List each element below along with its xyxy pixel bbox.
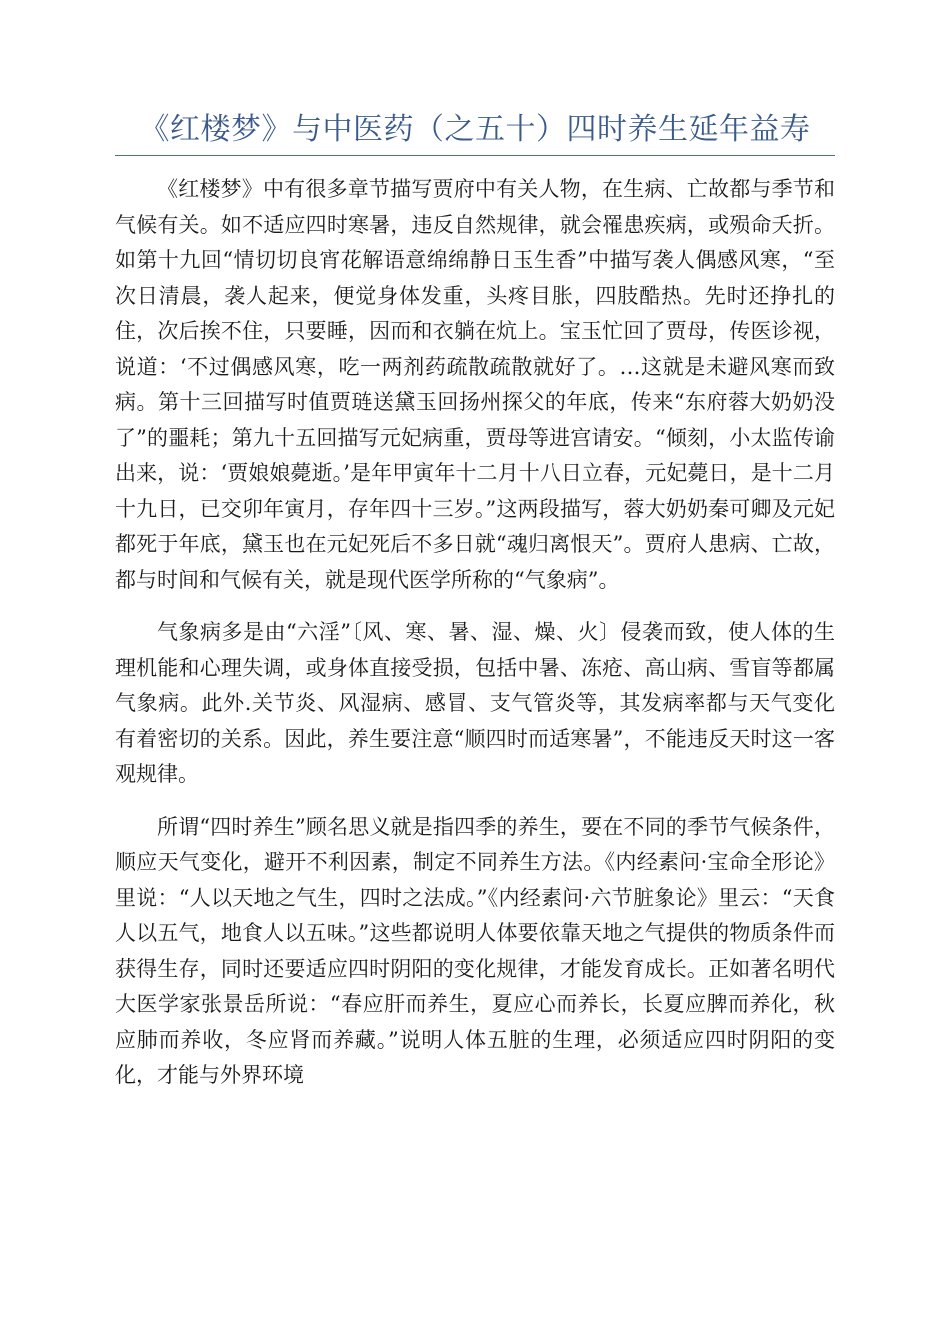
page-title: 《红楼梦》与中医药（之五十）四时养生延年益寿: [139, 112, 811, 147]
title-underline: [115, 155, 835, 156]
paragraph-3: 所谓“四时养生”顾名思义就是指四季的养生，要在不同的季节气候条件，顺应天气变化，避开不利因素，制定不同养生方法。《内经素问·宝命全形论》里说：“人以天地之气生，四时之法成。”《内经素问·六节脏象论》里云：“天食人以五气，地食人以五味。”这些都说明人体要依靠天地之气提供的物质条件而获得生存，同时还要适应四时阴阳的变化规律，才能发育成长。正如著名明代大医学家张景岳所说：“春应肝而养生，夏应心而养长，长夏应脾而养化，秋应肺而养收，冬应肾而养藏。”说明人体五脏的生理，必须适应四时阴阳的变化，才能与外界环境: [115, 814, 835, 1087]
paragraph-1: 《红楼梦》中有很多章节描写贾府中有关人物，在生病、亡故都与季节和气候有关。如不适应四时寒暑，违反自然规律，就会罹患疾病，或殒命夭折。如第十九回“情切切良宵花解语意绵绵静日玉生香”中描写袭人偶感风寒，“至次日清晨，袭人起来，便觉身体发重，头疼目胀，四肢酷热。先时还挣扎的住，次后挨不住，只要睡，因而和衣躺在炕上。宝玉忙回了贾母，传医诊视，说道：‘不过偶感风寒，吃一两剂药疏散疏散就好了。…这就是未避风寒而致病。第十三回描写时值贾琏送黛玉回扬州探父的年底，传来“东府蓉大奶奶没了”的噩耗；第九十五回描写元妃病重，贾母等进宫请安。“倾刻，小太监传谕出来，说：‘贾娘娘薨逝。’是年甲寅年十二月十八日立春，元妃薨日，是十二月十九日，已交卯年寅月，存年四十三岁。”这两段描写，蓉大奶奶秦可卿及元妃都死于年底，黛玉也在元妃死后不多日就“魂归离恨天”。贾府人患病、亡故，都与时间和气候有关，就是现代医学所称的“气象病”。: [115, 177, 835, 592]
paragraph-2: 气象病多是由“六淫”〔风、寒、暑、湿、燥、火〕侵袭而致，使人体的生理机能和心理失调，或身体直接受损，包括中暑、冻疮、高山病、雪盲等都属气象病。此外.关节炎、风湿病、感冒、支气管炎等，其发病率都与天气变化有着密切的关系。因此，养生要注意“顺四时而适寒暑”，不能违反天时这一客观规律。: [115, 620, 835, 786]
article-body: [115, 172, 835, 1111]
